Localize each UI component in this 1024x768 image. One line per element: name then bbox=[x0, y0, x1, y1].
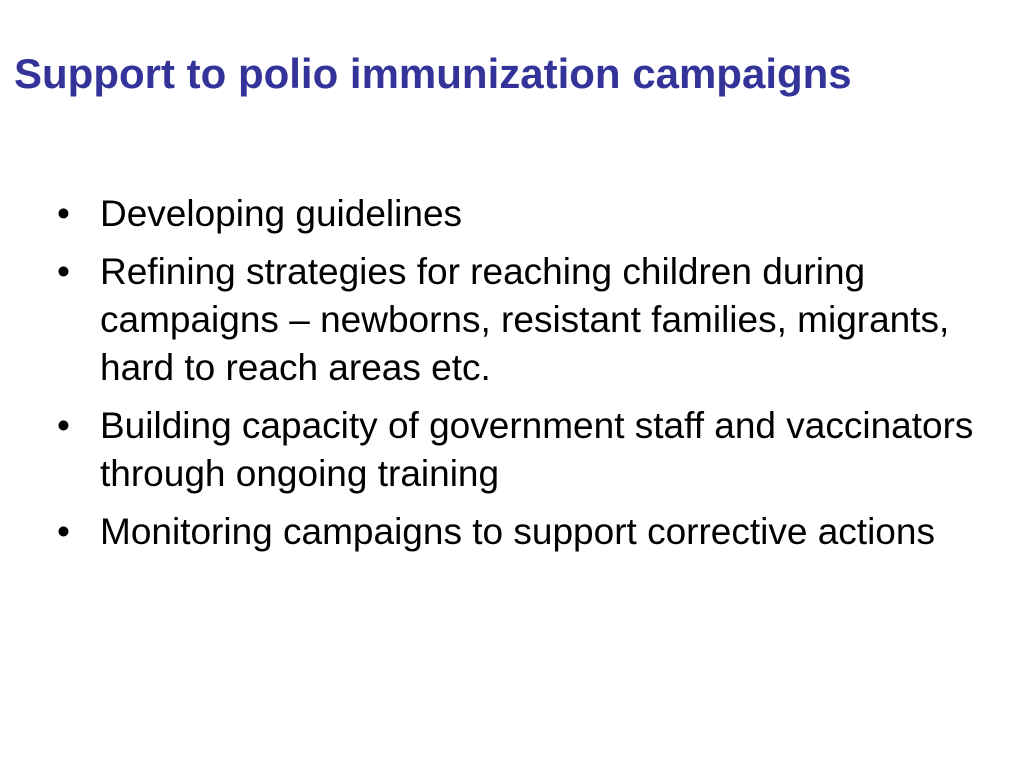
bullet-icon: • bbox=[57, 193, 70, 234]
bullet-item-guidelines bbox=[57, 190, 987, 238]
bullet-item-strategies bbox=[57, 248, 987, 392]
bullet-text: Building capacity of government staff and vaccinators through ongoing training bbox=[100, 405, 974, 494]
bullet-icon: • bbox=[57, 251, 70, 292]
bullet-item-capacity bbox=[57, 402, 987, 498]
bullet-item-monitoring bbox=[57, 508, 987, 556]
bullet-icon: • bbox=[57, 405, 70, 446]
bullet-icon: • bbox=[57, 511, 70, 552]
bullet-list bbox=[57, 190, 987, 566]
bullet-text: Monitoring campaigns to support corrective actions bbox=[100, 511, 935, 552]
slide-title: Support to polio immunization campaigns bbox=[14, 50, 852, 97]
bullet-text: Refining strategies for reaching children during campaigns – newborns, resistant families, migrants, hard to reach areas etc. bbox=[100, 251, 950, 388]
bullet-text: Developing guidelines bbox=[100, 193, 463, 234]
